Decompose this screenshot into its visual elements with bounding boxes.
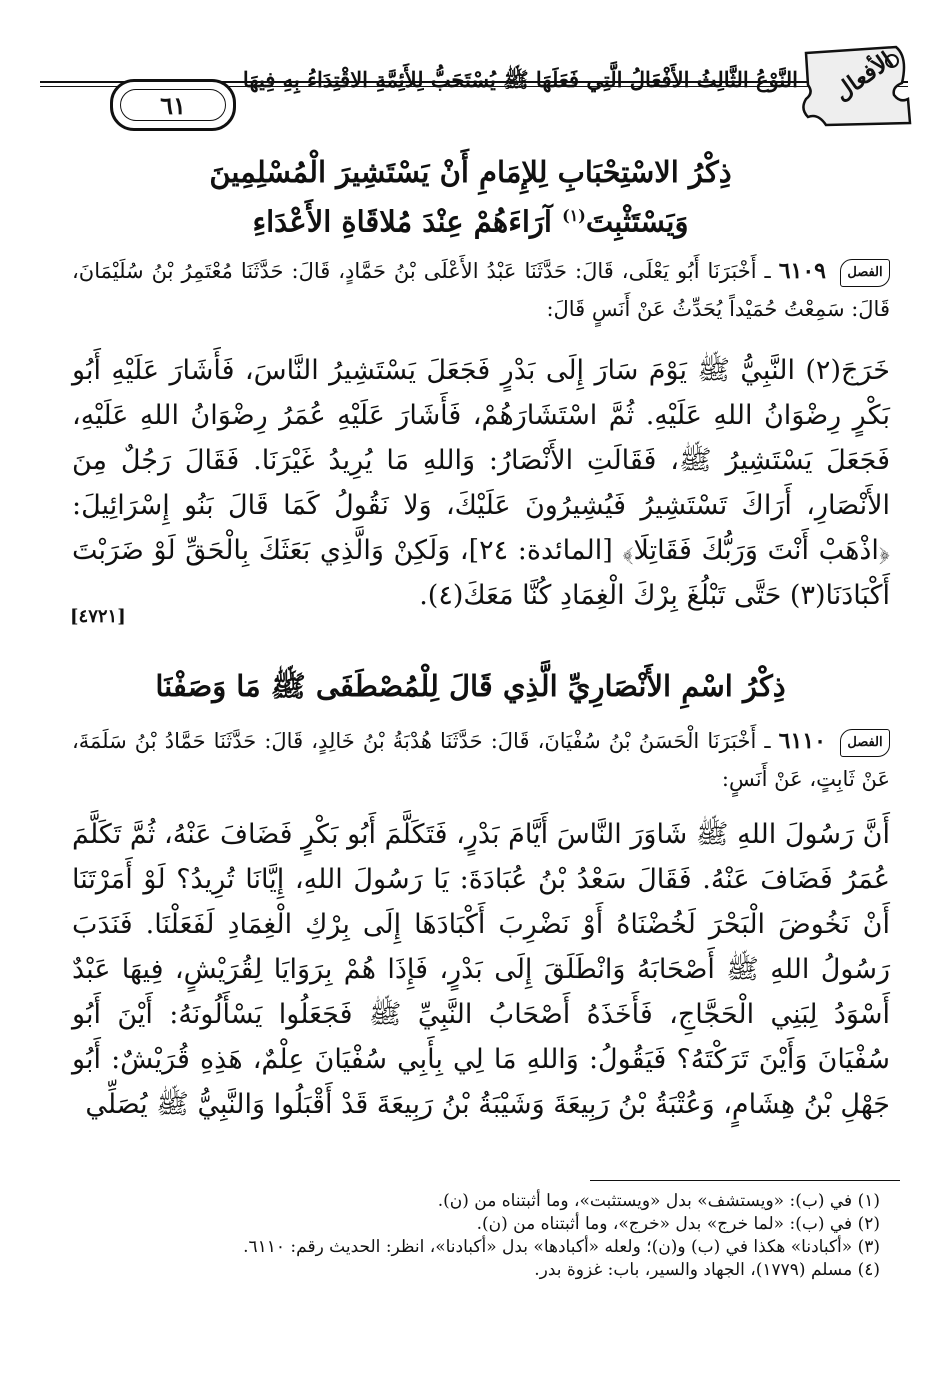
hadith-isnad	[72, 252, 890, 328]
isnad-text: ـ أَخْبَرَنَا الْحَسَنُ بْنُ سُفْيَانَ، قَالَ: حَدَّثَنَا هُدْبَةُ بْنُ خَالِدٍ، قَالَ: حَدَّثَنَا حَمَّادُ بْنُ سَلَمَةَ، عَنْ ثَابِتٍ، عَنْ أَنَسٍ:	[72, 729, 890, 791]
hadith-number: ٦١١٠	[778, 728, 826, 754]
footnotes	[110, 1190, 880, 1282]
hadith-body: أَنَّ رَسُولَ اللهِ ﷺ شَاوَرَ النَّاسَ أَيَّامَ بَدْرٍ، فَتَكَلَّمَ أَبُو بَكْرٍ فَضَافَ عَنْهُ، ثُمَّ تَكَلَّمَ عُمَرُ فَضَافَ عَنْهُ. فَقَالَ سَعْدُ بْنُ عُبَادَةَ: يَا رَسُولَ اللهِ، إِيَّانَا تُرِيدُ؟ لَوْ أَمَرْتَنَا أَنْ نَخُوضَ الْبَحْرَ لَخُضْنَاهُ أَوْ نَضْرِبَ أَكْبَادَهَا إِلَى بِرْكِ الْغِمَادِ لَفَعَلْنَا. فَنَدَبَ رَسُولُ اللهِ ﷺ أَصْحَابَهُ وَانْطَلَقَ إِلَى بَدْرٍ، فَإِذَا هُمْ بِرَوَايَا لِقُرَيْشٍ، فِيهَا عَبْدٌ أَسْوَدُ لِبَنِي الْحَجَّاجِ، فَأَخَذَهُ أَصْحَابُ النَّبِيِّ ﷺ فَجَعَلُوا يَسْأَلُونَهُ: أَيْنَ أَبُو سُفْيَانَ وَأَيْنَ تَرَكْتَهُ؟ فَيَقُولُ: وَاللهِ مَا لِي بِأَبِي سُفْيَانَ عِلْمٌ، هَذِهِ قُرَيْشٌ: أَبُو جَهْلِ بْنُ هِشَامٍ، وَعُتْبَةُ بْنُ رَبِيعَةَ وَشَيْبَةُ بْنُ رَبِيعَةَ قَدْ أَقْبَلُوا وَالنَّبِيُّ ﷺ يُصَلِّي	[72, 819, 890, 1120]
hadith-marker-icon: الفصل	[840, 729, 890, 757]
section-heading	[50, 150, 891, 244]
hadith-marker-icon: الفصل	[840, 259, 890, 287]
hadith-number: ٦١٠٩	[778, 258, 826, 284]
footnote: (٣) «أكبادنا» هكذا في (ب) و(ن)؛ ولعله «أكبادها» بدل «أكبادنا»، انظر: الحديث رقم: ٦١١٠.	[243, 1237, 880, 1257]
footnote: (١) في (ب): «ويستشف» بدل «ويستثبت»، وما أثبتناه من (ن).	[437, 1191, 880, 1211]
heading-line	[50, 194, 891, 244]
footnote: (٢) في (ب): «لما خرج» بدل «خرج»، وما أثبتناه من (ن).	[476, 1214, 880, 1234]
section-heading: ذِكْرُ اسْمِ الأَنْصَارِيِّ الَّذِي قَالَ لِلْمُصْطَفَى ﷺ مَا وَصَفْنَا	[155, 669, 786, 703]
page-header	[40, 45, 908, 120]
running-title: النَّوْعُ الثَّالِثُ الأَفْعَالُ الَّتِي فَعَلَهَا ﷺ يُسْتَحَبُّ لِلأَئِمَّةِ الاقْتِدَاءُ بِهِ فِيهَا	[242, 67, 798, 92]
section-badge	[796, 43, 916, 129]
footnote: (٤) مسلم (١٧٧٩)، الجهاد والسير، باب: غزوة بدر.	[534, 1260, 880, 1280]
page-number: ٦١	[120, 89, 226, 121]
heading-text: آرَاءَهُمْ عِنْدَ مُلاقَاةِ الأَعْدَاءِ	[252, 204, 552, 239]
hadith-body: خَرَجَ(٢) النَّبِيُّ ﷺ يَوْمَ سَارَ إِلَى بَدْرٍ فَجَعَلَ يَسْتَشِيرُ النَّاسَ، فَأَشَارَ عَلَيْهِ أَبُو بَكْرٍ رِضْوَانُ اللهِ عَلَيْهِ. ثُمَّ اسْتَشَارَهُمْ، فَأَشَارَ عَلَيْهِ عُمَرُ رِضْوَانُ اللهِ عَلَيْهِ، فَجَعَلَ يَسْتَشِيرُ ﷺ، فَقَالَتِ الأَنْصَارُ: وَاللهِ مَا يُرِيدُ غَيْرَنَا. فَقَالَ رَجُلٌ مِنَ الأَنْصَارِ، أَرَاكَ تَسْتَشِيرُ فَيُشِيرُونَ عَلَيْكَ، وَلا نَقُولُ كَمَا قَالَ بَنُو إِسْرَائِيلَ: ﴿اذْهَبْ أَنْتَ وَرَبُّكَ فَقَاتِلَا﴾ [المائدة: ٢٤]، وَلَكِنْ وَالَّذِي بَعَثَكَ بِالْحَقِّ لَوْ ضَرَبْتَ أَكْبَادَنَا(٣) حَتَّى تَبْلُغَ بِرْكَ الْغِمَادِ كُنَّا مَعَكَ(٤).	[72, 355, 890, 611]
heading-line: ذِكْرُ الاسْتِحْبَابِ لِلإِمَامِ أَنْ يَسْتَشِيرَ الْمُسْلِمِينَ	[209, 155, 732, 189]
footnote-ref: (١)	[562, 206, 586, 225]
hadith-isnad	[72, 722, 890, 798]
footnote-rule	[590, 1180, 900, 1181]
reference-number: [٤٧٢١]	[70, 606, 126, 627]
section-label: الأفعال	[828, 46, 898, 107]
isnad-text: ـ أَخْبَرَنَا أَبُو يَعْلَى، قَالَ: حَدَّثَنَا عَبْدُ الأَعْلَى بْنُ حَمَّادٍ، قَالَ: حَدَّثَنَا مُعْتَمِرُ بْنُ سُلَيْمَانَ، قَالَ: سَمِعْتُ حُمَيْداً يُحَدِّثُ عَنْ أَنَسٍ قَالَ:	[72, 259, 890, 321]
heading-word: وَيَسْتَثْبِتَ	[585, 204, 689, 239]
